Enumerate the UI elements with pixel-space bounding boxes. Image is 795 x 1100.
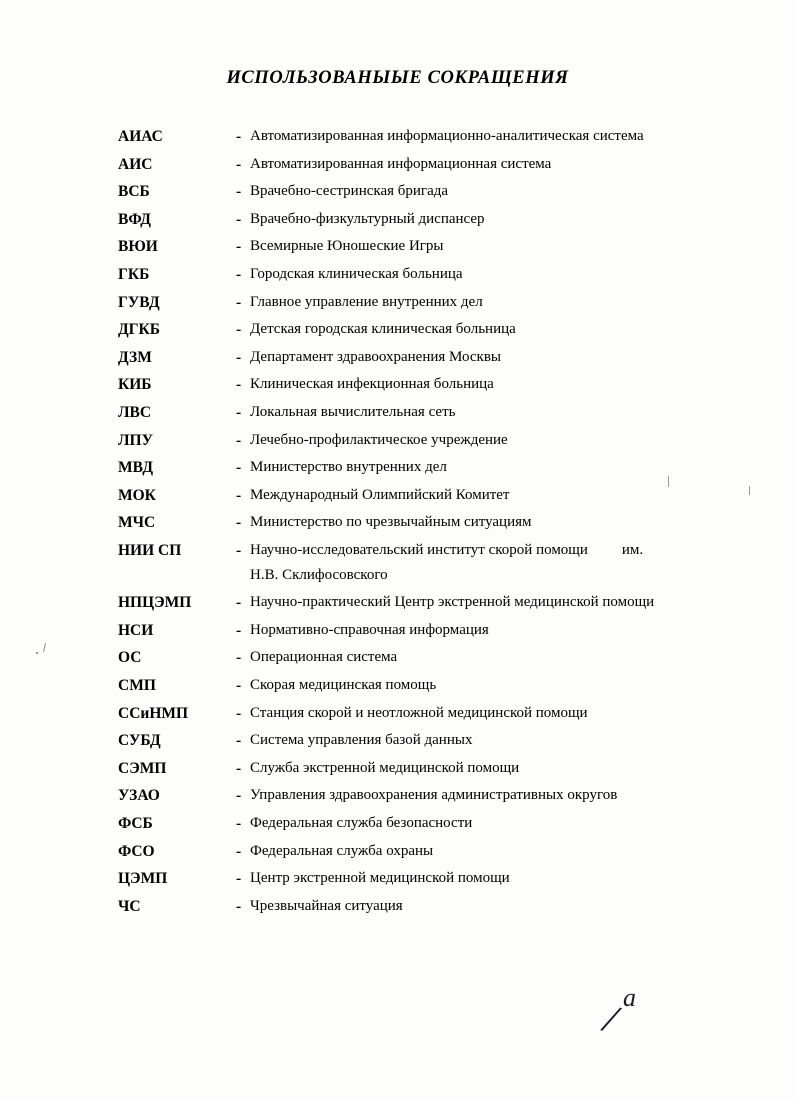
abbreviation-dash: - — [236, 621, 242, 639]
abbreviation-row — [118, 183, 738, 201]
abbreviation-definition — [250, 542, 738, 585]
abbreviation-row — [118, 870, 738, 888]
abbreviation-term: ГУВД — [118, 293, 160, 311]
abbreviation-term: ВСБ — [118, 183, 150, 201]
definition-text: Детская городская клиническая больница — [250, 321, 516, 338]
abbreviation-dash: - — [236, 649, 242, 667]
abbreviation-definition — [250, 432, 738, 449]
abbreviation-definition — [250, 349, 738, 366]
abbreviation-term: АИС — [118, 155, 153, 173]
abbreviation-term: ССиНМП — [118, 704, 189, 722]
definition-text: Управления здравоохранения административных округов — [250, 787, 618, 804]
abbreviation-definition — [250, 594, 738, 611]
abbreviation-row — [118, 404, 738, 422]
definition-text: Врачебно-физкультурный диспансер — [250, 210, 485, 227]
abbreviation-dash: - — [236, 128, 242, 145]
abbreviation-definition — [250, 128, 738, 145]
abbreviation-dash: - — [236, 321, 242, 339]
abbreviation-row — [118, 594, 738, 612]
abbreviation-row — [118, 349, 738, 367]
abbreviation-definition — [250, 376, 738, 393]
abbreviation-term: ГКБ — [118, 265, 150, 283]
abbreviation-term: УЗАО — [118, 787, 160, 805]
abbreviation-row — [118, 677, 738, 695]
abbreviation-row — [118, 514, 738, 532]
abbreviation-row — [118, 294, 738, 312]
abbreviation-row — [118, 156, 738, 174]
abbreviation-dash: - — [236, 293, 242, 311]
abbreviation-definition — [250, 898, 738, 915]
abbreviation-term: СЭМП — [118, 759, 167, 777]
definition-text: Станция скорой и неотложной медицинской помощи — [250, 704, 588, 721]
abbreviation-term: ЛВС — [118, 403, 152, 421]
abbreviation-definition — [250, 211, 738, 228]
abbreviation-term: МЧС — [118, 514, 156, 532]
definition-text: Автоматизированная информационная система — [250, 155, 552, 172]
abbreviation-term: АИАС — [118, 128, 163, 145]
definition-text: Врачебно-сестринская бригада — [250, 183, 449, 200]
abbreviation-row — [118, 376, 738, 394]
abbreviation-dash: - — [236, 265, 242, 283]
abbreviation-row — [118, 705, 738, 723]
abbreviation-term: ЧС — [118, 897, 141, 915]
definition-text: Федеральная служба безопасности — [250, 815, 473, 832]
abbreviation-row — [118, 760, 738, 778]
abbreviation-row — [118, 898, 738, 916]
abbreviations-list — [118, 128, 738, 925]
abbreviation-dash: - — [236, 815, 242, 833]
definition-text: Городская клиническая больница — [250, 265, 463, 282]
margin-tick-mark — [43, 643, 46, 652]
margin-dot-mark — [36, 652, 38, 654]
abbreviation-term: ДЗМ — [118, 348, 152, 366]
abbreviation-dash: - — [236, 677, 242, 695]
abbreviation-definition — [250, 870, 738, 887]
abbreviation-definition — [250, 294, 738, 311]
abbreviation-term: КИБ — [118, 376, 152, 394]
definition-text: Главное управление внутренних дел — [250, 293, 483, 310]
abbreviation-term: НПЦЭМП — [118, 594, 192, 612]
abbreviation-dash: - — [236, 348, 242, 366]
abbreviation-definition — [250, 266, 738, 283]
abbreviation-term: ДГКБ — [118, 321, 161, 339]
abbreviation-term: СМП — [118, 677, 156, 695]
abbreviation-dash: - — [236, 431, 242, 449]
margin-tick-right-upper — [668, 476, 669, 487]
abbreviation-definition — [250, 760, 738, 777]
definition-text: Операционная система — [250, 649, 398, 666]
abbreviation-definition — [250, 156, 738, 173]
abbreviation-term: ЛПУ — [118, 431, 153, 449]
abbreviation-definition — [250, 487, 738, 504]
abbreviation-row — [118, 815, 738, 833]
definition-text: Министерство по чрезвычайным ситуациям — [250, 514, 532, 531]
definition-tail: им. — [621, 541, 644, 558]
abbreviation-row — [118, 321, 738, 339]
abbreviation-term: СУБД — [118, 732, 161, 750]
abbreviation-definition — [250, 649, 738, 666]
abbreviation-dash: - — [236, 210, 242, 228]
abbreviation-dash: - — [236, 238, 242, 256]
abbreviation-row — [118, 732, 738, 750]
definition-text: Центр экстренной медицинской помощи — [250, 870, 510, 887]
abbreviation-row — [118, 128, 738, 146]
abbreviation-dash: - — [236, 459, 242, 477]
abbreviation-definition — [250, 183, 738, 200]
definition-text: Локальная вычислительная сеть — [250, 403, 456, 420]
definition-text: Министерство внутренних дел — [250, 459, 447, 476]
abbreviation-term: МВД — [118, 459, 154, 477]
abbreviation-dash: - — [236, 732, 242, 750]
abbreviation-dash: - — [236, 704, 242, 722]
definition-text: Всемирные Юношеские Игры — [250, 238, 444, 255]
definition-continuation: Н.В. Склифосовского — [250, 567, 388, 584]
abbreviation-definition — [250, 321, 738, 338]
definition-text: Скорая медицинская помощь — [250, 677, 437, 694]
abbreviation-term: ФСБ — [118, 815, 153, 833]
abbreviation-term: ФСО — [118, 842, 155, 860]
margin-tick-right-lower — [749, 486, 750, 495]
abbreviation-definition — [250, 787, 738, 804]
abbreviation-row — [118, 843, 738, 861]
abbreviation-dash: - — [236, 403, 242, 421]
abbreviation-term: ВФД — [118, 210, 151, 228]
abbreviation-term: ВЮИ — [118, 238, 158, 256]
abbreviation-row — [118, 622, 738, 640]
abbreviation-definition — [250, 705, 738, 722]
abbreviation-dash: - — [236, 897, 242, 915]
abbreviation-definition — [250, 843, 738, 860]
definition-text: Лечебно-профилактическое учреждение — [250, 431, 508, 448]
abbreviation-definition — [250, 514, 738, 531]
abbreviation-dash: - — [236, 870, 242, 888]
definition-text: Научно-исследовательский институт скорой помощи — [250, 541, 588, 558]
abbreviation-dash: - — [236, 594, 242, 612]
abbreviation-definition — [250, 404, 738, 421]
abbreviation-row — [118, 487, 738, 505]
definition-text: Федеральная служба охраны — [250, 842, 434, 859]
abbreviation-dash: - — [236, 842, 242, 860]
abbreviation-term: НСИ — [118, 621, 154, 639]
definition-text: Научно-практический Центр экстренной медицинской помощи — [250, 594, 655, 611]
abbreviation-row — [118, 649, 738, 667]
abbreviation-term: МОК — [118, 486, 156, 504]
abbreviation-definition — [250, 238, 738, 255]
definition-text: Международный Олимпийский Комитет — [250, 486, 510, 503]
abbreviation-row — [118, 238, 738, 256]
abbreviation-dash: - — [236, 541, 242, 559]
definition-text: Клиническая инфекционная больница — [250, 376, 494, 393]
abbreviation-dash: - — [236, 787, 242, 805]
definition-text: Система управления базой данных — [250, 732, 473, 749]
abbreviation-dash: - — [236, 155, 242, 173]
page-title: ИСПОЛЬЗОВАНЫЫЕ СОКРАЩЕНИЯ — [226, 68, 569, 88]
abbreviation-row — [118, 542, 738, 585]
page-mark-slash: / — [599, 995, 622, 1042]
abbreviation-dash: - — [236, 759, 242, 777]
abbreviation-term: ОС — [118, 649, 142, 667]
abbreviation-row — [118, 266, 738, 284]
definition-text: Нормативно-справочная информация — [250, 621, 489, 638]
definition-text: Чрезвычайная ситуация — [250, 897, 403, 914]
abbreviation-definition — [250, 677, 738, 694]
abbreviation-term: НИИ СП — [118, 541, 182, 559]
abbreviation-dash: - — [236, 486, 242, 504]
abbreviation-dash: - — [236, 514, 242, 532]
abbreviation-row — [118, 432, 738, 450]
abbreviation-term: ЦЭМП — [118, 870, 168, 888]
abbreviation-definition — [250, 622, 738, 639]
page-mark-letter: а — [623, 983, 636, 1012]
abbreviation-definition — [250, 732, 738, 749]
definition-text: Департамент здравоохранения Москвы — [250, 348, 501, 365]
abbreviation-dash: - — [236, 183, 242, 201]
abbreviation-definition — [250, 815, 738, 832]
abbreviation-dash: - — [236, 376, 242, 394]
definition-text: Автоматизированная информационно-аналитическая система — [250, 128, 644, 144]
abbreviation-row — [118, 459, 738, 477]
abbreviation-row — [118, 211, 738, 229]
definition-text: Служба экстренной медицинской помощи — [250, 759, 520, 776]
abbreviation-row — [118, 787, 738, 805]
abbreviation-definition — [250, 459, 738, 476]
